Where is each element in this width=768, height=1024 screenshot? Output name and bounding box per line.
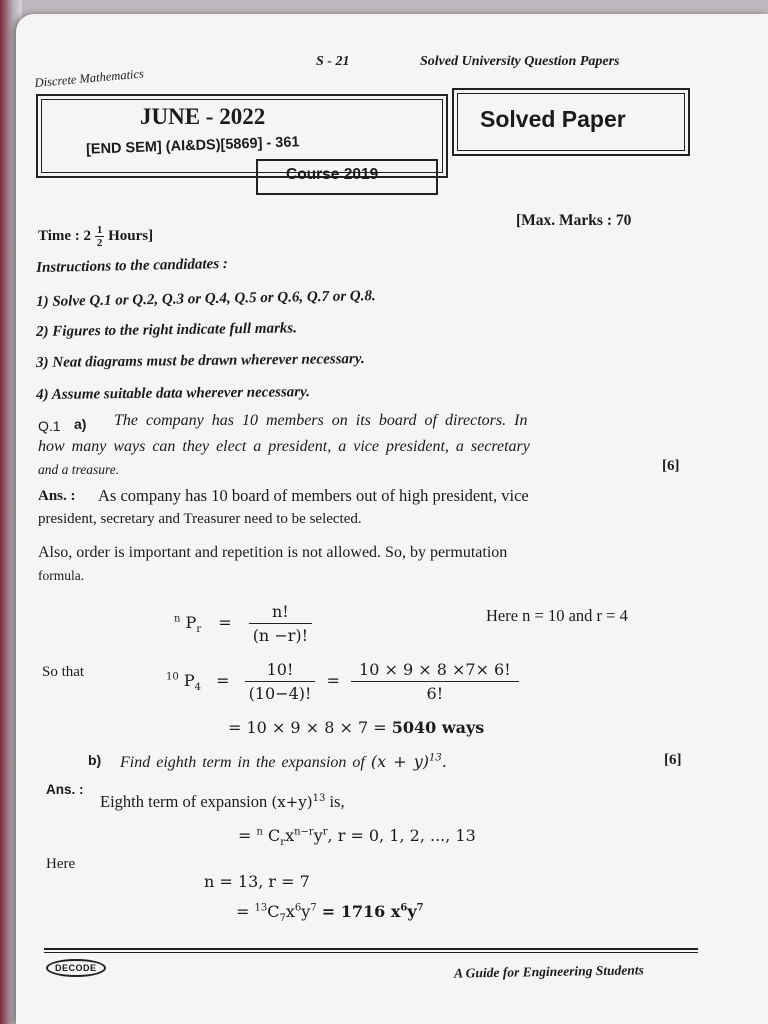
q1b-part: b) xyxy=(88,752,102,768)
final-result-coef: = 1716 x xyxy=(321,902,401,921)
q1a-answer-line4: formula. xyxy=(38,568,85,583)
here-values: Here n = 10 and r = 4 xyxy=(486,606,628,625)
fraction-2 xyxy=(351,660,519,703)
max-marks: [Max. Marks : 70 xyxy=(516,212,632,229)
perm-frac-den: (n −r)! xyxy=(252,626,309,645)
q1b-expr-base: (x + y) xyxy=(370,752,429,771)
q1b-question xyxy=(120,752,447,772)
q1b-answer-line xyxy=(100,792,345,812)
fraction-2-den: 6! xyxy=(426,684,444,703)
q1b-answer-tail: is, xyxy=(329,792,345,811)
final-result-x-exp: 6 xyxy=(400,902,408,914)
question-label: Q.1 xyxy=(38,418,61,434)
footer-rule xyxy=(44,948,698,950)
course-label: Course 2019 xyxy=(286,166,379,183)
time-frac-den: 2 xyxy=(96,237,103,249)
subject-label: Discrete Mathematics xyxy=(34,66,145,90)
here-label: Here xyxy=(46,856,76,872)
q1b-expr: $(x + y)^{13}$. xyxy=(370,752,447,771)
instruction-2: 2) Figures to the right indicate full marks. xyxy=(36,320,298,340)
q1b-answer-expr-exp: 13 xyxy=(312,793,326,804)
q1a-answer-line1: As company has 10 board of members out of high president, vice xyxy=(98,486,529,505)
computation-line xyxy=(166,660,519,703)
instruction-3: 3) Neat diagrams must be drawn wherever necessary. xyxy=(36,350,365,371)
footer-tagline: A Guide for Engineering Students xyxy=(453,962,644,981)
equals-sign: = xyxy=(216,671,230,690)
equals-sign: = xyxy=(218,613,232,632)
q1b-answer-text: Eighth term of expansion xyxy=(100,792,268,811)
q1b-text: Find eighth term in the expansion of xyxy=(120,754,365,771)
result-value: 5040 ways xyxy=(391,718,485,737)
final-sub: 7 xyxy=(279,913,286,925)
q1a-part: a) xyxy=(74,416,87,432)
perm-p: P xyxy=(185,613,197,632)
q1b-marks: [6] xyxy=(664,752,682,768)
final-coef: 13 xyxy=(254,902,268,914)
permutation-formula xyxy=(174,602,312,645)
decode-logo: DECODE xyxy=(46,959,106,977)
q1a-line1: The company has 10 members on its board of directors. In xyxy=(114,412,528,429)
result-expression: = 10 × 9 × 8 × 7 = xyxy=(228,718,387,737)
exam-title: JUNE - 2022 xyxy=(140,104,266,129)
time-unit: Hours] xyxy=(108,227,154,244)
perm-frac-num: n! xyxy=(249,602,312,624)
solved-paper-label: Solved Paper xyxy=(480,106,626,132)
final-result-y-exp: 7 xyxy=(416,902,424,914)
q1a-answer-line3: Also, order is important and repetition is not allowed. So, by permutation xyxy=(38,544,508,561)
course-box xyxy=(256,159,438,195)
gt-x-exp: n−r xyxy=(294,826,314,838)
p10-sub: 4 xyxy=(194,682,201,694)
time-fraction xyxy=(95,224,105,249)
gt-y-exp: r xyxy=(322,826,328,838)
general-term-line: = $^n$ $C_rx^{n-r}y^r$, r = 0, 1, 2, ..., 13 xyxy=(238,826,476,849)
time-frac-num: 1 xyxy=(96,224,103,236)
q1a-answer-line2: president, secretary and Treasurer need to be selected. xyxy=(38,511,362,527)
fraction-1-den: (10−4)! xyxy=(248,684,312,703)
q1b-expr-exp: 13 xyxy=(428,752,442,764)
time-label: Time : 2 xyxy=(38,227,92,244)
q1b-answer-expr xyxy=(271,793,325,811)
final-term-line: = $^{13}C_7x^6y^7 = 1716$ $x^6y^7$ xyxy=(236,902,424,925)
page-number: S - 21 xyxy=(316,54,350,69)
solved-box xyxy=(452,88,690,156)
so-that-label: So that xyxy=(42,664,85,680)
series-title: Solved University Question Papers xyxy=(420,54,620,69)
equals-sign: = xyxy=(326,671,340,690)
result-line xyxy=(228,718,484,737)
instructions-heading: Instructions to the candidates : xyxy=(36,255,228,276)
perm-fraction xyxy=(249,602,312,645)
n-r-values: n = 13, r = 7 xyxy=(204,872,310,891)
final-y7: 7 xyxy=(310,902,317,914)
page xyxy=(16,14,768,1024)
q1a-marks: [6] xyxy=(662,458,680,474)
q1b-answer-label: Ans. : xyxy=(46,782,84,797)
gt-r: r xyxy=(280,837,286,849)
fraction-1 xyxy=(245,660,316,703)
instruction-1: 1) Solve Q.1 or Q.2, Q.3 or Q.4, Q.5 or Q.6, Q.7 or Q.8. xyxy=(36,288,376,310)
final-result: = 1716 $x^6y^7$ xyxy=(321,902,424,921)
p10-p: P xyxy=(183,671,195,690)
final-x6: 6 xyxy=(294,902,302,914)
q1a-answer-label: Ans. : xyxy=(38,488,76,504)
instruction-4: 4) Assume suitable data wherever necessary. xyxy=(36,384,311,403)
general-term-tail: , r = 0, 1, 2, ..., 13 xyxy=(327,826,476,845)
q1b-answer-expr-base: (x+y) xyxy=(271,793,313,811)
perm-r-sub: r xyxy=(196,624,202,636)
fraction-2-num: 10 × 9 × 8 ×7× 6! xyxy=(351,660,519,682)
footer-rule-thin xyxy=(44,952,698,953)
gt-n: n xyxy=(256,826,263,838)
q1a-line2: how many ways can they elect a president, a vice president, a secretary xyxy=(38,438,530,455)
fraction-1-num: 10! xyxy=(245,660,316,682)
time-line xyxy=(38,224,153,249)
p10-sup: 10 xyxy=(166,671,179,683)
q1a-line3: and a treasure. xyxy=(38,462,120,477)
perm-n-sup: n xyxy=(174,613,181,625)
exam-subtitle: [END SEM] (AI&DS)[5869] - 361 xyxy=(85,134,300,158)
